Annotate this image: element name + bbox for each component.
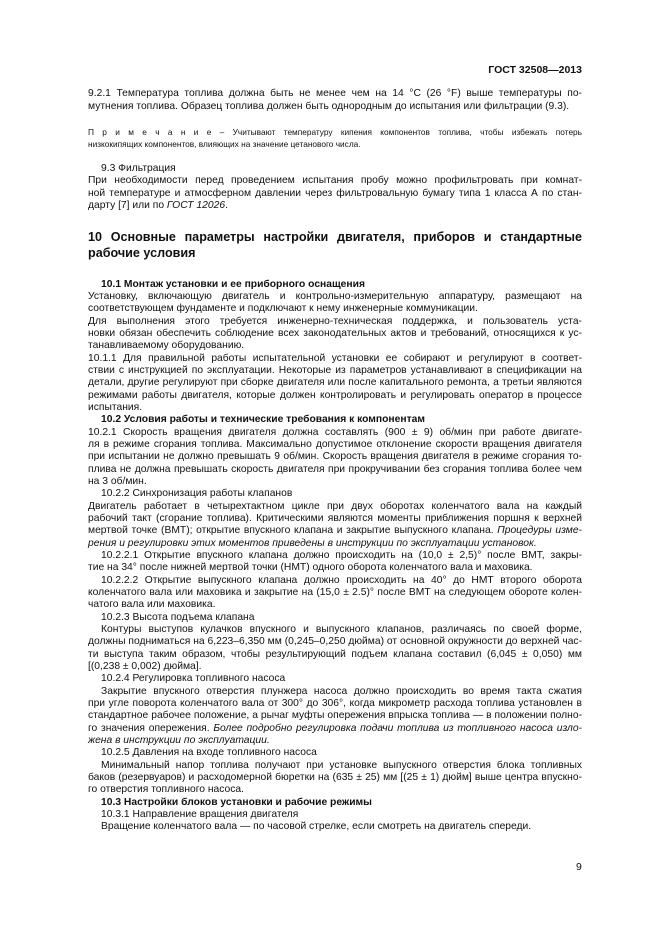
- subsection-title: 10.2.3 Высота подъема клапана: [101, 612, 255, 623]
- subsection-10-2-title: 10.2 Условия работы и технические требования к компонентам: [101, 414, 425, 425]
- body-line: жена в инструкции по эксплуатации.: [88, 735, 270, 746]
- body-line: Установку, включающую двигатель и контрольно-измерительную аппаратуру, размещают на: [88, 291, 582, 302]
- body-line: тие на 34° после нижней мертвой точки (НМТ) одного оборота коленчатого вала и маховика.: [88, 562, 533, 573]
- body-line: ти выступа таким образом, чтобы результирующий подъем клапана составил (6,045 ± 0,050) мм: [88, 649, 582, 660]
- body-line: рения и регулировки этих моментов приведены в инструкции по эксплуатации установок.: [88, 538, 537, 549]
- body-line: коленчатого вала или маховика и закрытие на (15,0 ± 2.5)° после ВМТ на следующем обороте колен-: [88, 587, 582, 598]
- subsection-title: 10.3.1 Направление вращения двигателя: [101, 809, 299, 820]
- para-9-3-line: При необходимости перед проведением испытания пробу можно профильтровать при комнат-: [88, 175, 582, 186]
- page-number: 9: [576, 861, 582, 873]
- para-9-2-1-line: 9.2.1 Температура топлива должна быть не менее чем на 14 °С (26 °F) выше температуры по-: [88, 88, 582, 99]
- para-9-2-1-line: мутнения топлива. Образец топлива должен быть однородным до испытания или фильтрации (9.3).: [88, 101, 570, 112]
- body-line: при угле поворота коленчатого вала от 300° до 306°, когда микрометр расхода топлива установлен в: [88, 698, 582, 709]
- body-line: Минимальный напор топлива получают при установке выпускного отверстия блока топливных: [101, 760, 582, 771]
- body-line: ствии с инструкцией по эксплуатации. Некоторые из параметров устанавливают в спецификации на: [88, 365, 582, 376]
- body-line: Вращение коленчатого вала — по часовой стрелке, если смотреть на двигатель спереди.: [101, 821, 532, 832]
- body-line: [(0,238 ± 0,002) дюйма].: [88, 661, 202, 672]
- body-line: 10.2.2.2 Открытие выпускного клапана должно происходить на 40° до НМТ второго оборота: [101, 575, 582, 586]
- body-line: стандартное рабочее положение, а рычаг муфты опережения впрыска топлива — в положении полно-: [88, 710, 582, 721]
- text-span: дарту [7] или по: [88, 200, 167, 211]
- body-line: [88, 525, 582, 537]
- body-line: го отверстия топливного насоса.: [88, 784, 244, 795]
- body-line: Для выполнения этого требуется инженерно-техническая поддержка, и пользователь уста-: [88, 316, 582, 327]
- text-span: мертвой точке (ВМТ); открытие впускного клапана и закрытие выпускного клапана.: [88, 525, 498, 536]
- subsection-title: 10.2.4 Регулировка топливного насоса: [101, 673, 286, 684]
- para-9-3-line: [88, 200, 228, 212]
- para-9-3-line: ной температуре и атмосферном давлении через фильтровальную бумагу типа 1 класса А по стан-: [88, 188, 582, 199]
- subsection-10-1-title: 10.1 Монтаж установки и ее приборного оснащения: [101, 279, 365, 290]
- body-line: рабочий такт (сгорание топлива). Критическими являются моменты приближения поршня к верхней: [88, 513, 582, 524]
- body-line: баков (резервуаров) и расходомерной бюретки на (635 ± 25) мм [(25 ± 1) дюйм] выше центра впускно-: [88, 772, 582, 783]
- body-line: режимами работы двигателя, которые должен контролировать и регулировать оператор в процессе: [88, 390, 582, 401]
- body-line: при испытании не должно превышать 9 об/мин. Скорость вращения двигателя в режиме сгорания то-: [88, 451, 582, 462]
- body-line: 10.2.1 Скорость вращения двигателя должна составлять (900 ± 9) об/мин при работе двигате-: [88, 427, 582, 438]
- body-line: чатого вала или маховика.: [88, 599, 216, 610]
- standard-designation: ГОСТ 32508—2013: [488, 64, 582, 76]
- body-line: плива не должна превышать скорость двигателя при прокручивании без сгорания топлива более чем: [88, 464, 582, 475]
- subsection-title: 10.2.5 Давления на входе топливного насоса: [101, 747, 317, 758]
- body-line: детали, другие регулируют при сборке двигателя или после капитального ремонта, а третьи являются: [88, 377, 582, 388]
- italic-span: Более подробно регулировка подачи топлива из топливного насоса изло-: [213, 723, 582, 734]
- body-line: Контуры выступов кулачков впускного и выпускного клапанов, различаясь по своей форме,: [101, 624, 582, 635]
- body-line: 10.2.2.1 Открытие впускного клапана должно происходить на (10,0 ± 2,5)° после ВМТ, закры-: [101, 550, 582, 561]
- body-line: испытания.: [88, 402, 143, 413]
- subsection-10-3-title: 10.3 Настройки блоков установки и рабочие режимы: [101, 797, 372, 808]
- italic-span: Процедуры изме-: [497, 525, 582, 536]
- body-line: Закрытие впускного отверстия плунжера насоса должно происходить во время такта сжатия: [101, 686, 582, 697]
- body-line: танавливаемому оборудованию.: [88, 340, 245, 351]
- body-line: Двигатель работает в четырехтактном цикле при двух оборотах коленчатого вала на каждый: [88, 501, 582, 512]
- standard-reference[interactable]: ГОСТ 12026: [166, 200, 226, 211]
- body-line: 10.1.1 Для правильной работы испытательной установки ее собирают и регулируют в соответ-: [88, 353, 582, 364]
- note-line: низкокипящих компонентов, влияющих на значение цетанового числа.: [88, 139, 361, 149]
- subsection-title: 10.2.2 Синхронизация работы клапанов: [101, 488, 293, 499]
- body-line: ля в режиме сгорания топлива. Максимально допустимое отклонение скорости вращения двигателя: [88, 439, 582, 450]
- text-span: .: [225, 200, 228, 211]
- section-9-3-title: 9.3 Фильтрация: [101, 163, 176, 174]
- note-line: П р и м е ч а н и е – Учитывают температуру кипения компонентов топлива, чтобы избежать потерь: [88, 127, 582, 137]
- body-line: соответствующем фундаменте и подключают к нему инженерные коммуникации.: [88, 303, 478, 314]
- text-span: го значения опережения.: [88, 723, 214, 734]
- section-10-heading: рабочие условия: [88, 246, 196, 260]
- body-line: новки обязан обеспечить соблюдение всех законодательных актов и требований, относящихся к ус-: [88, 328, 582, 339]
- body-line: [88, 723, 582, 735]
- section-10-heading: 10 Основные параметры настройки двигателя, приборов и стандартные: [88, 230, 582, 244]
- body-line: на 3 об/мин.: [88, 476, 147, 487]
- body-line: должны подниматься на 6,223–6,350 мм (0,245–0,250 дюйма) от основной окружности до верхней час-: [88, 636, 582, 647]
